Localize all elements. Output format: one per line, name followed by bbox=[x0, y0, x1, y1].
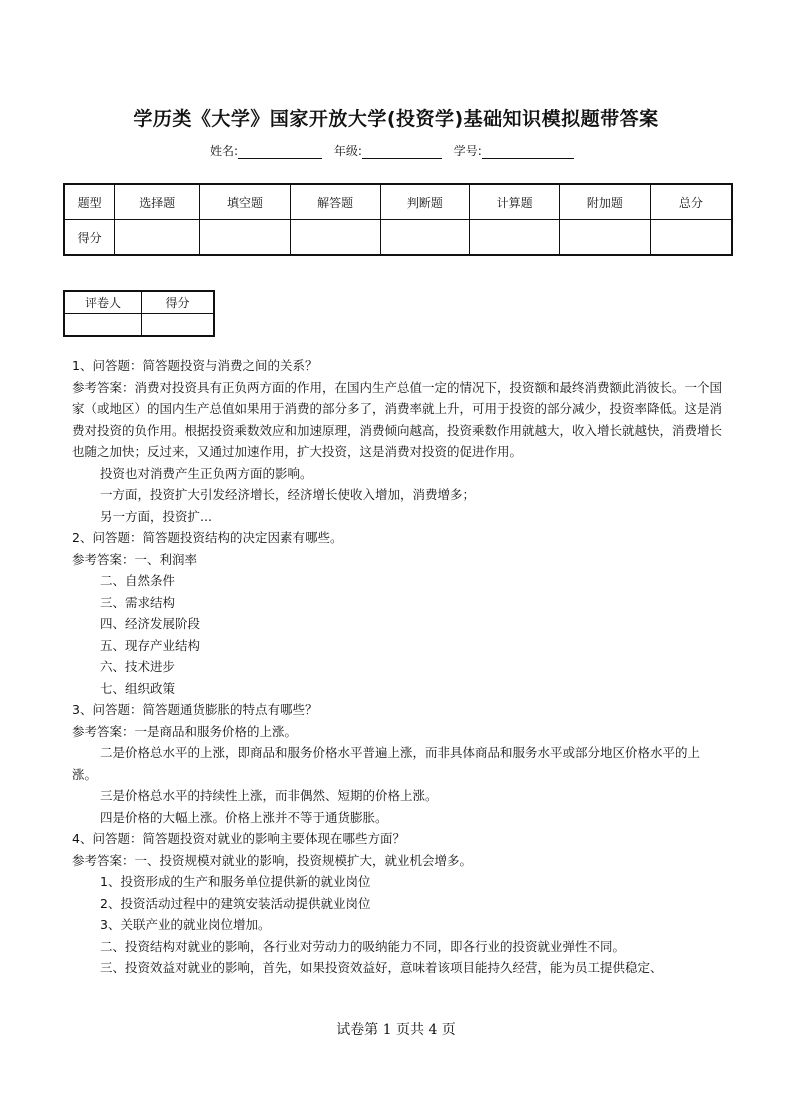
content-paragraph: 五、现存产业结构 bbox=[100, 637, 201, 653]
page-footer: 试卷第 1 页共 4 页 bbox=[336, 1022, 456, 1038]
name-label: 姓名: bbox=[210, 144, 239, 158]
content-paragraph: 一方面，投资扩大引发经济增长，经济增长使收入增加，消费增多； bbox=[100, 487, 476, 502]
score-header-cell: 选择题 bbox=[115, 184, 200, 220]
score-header-cell: 判断题 bbox=[380, 184, 470, 220]
grader-header-row bbox=[64, 291, 214, 314]
score-cell bbox=[200, 220, 291, 256]
content-paragraph: 参考答案：消费对投资具有正负两方面的作用，在国内生产总值一定的情况下，投资额和最终消费额此消彼长。一个国家（或地区）的国内生产总值如果用于消费的部分多了，消费率就上升，可用于投资的部分减少，投资率降低。这是消费对投资的负作用。根据投资乘数效应和加速原理，消费倾向越高，投资乘数作用就越大，收入增长就越快，消费增长也随之加快；反过来，又通过加速作用，扩大投资，这是消费对投资的促进作用。 bbox=[72, 379, 723, 459]
grader-cell bbox=[64, 314, 142, 337]
content-paragraph: 3、问答题：简答题通货膨胀的特点有哪些？ bbox=[72, 702, 318, 717]
content-paragraph: 二、投资结构对就业的影响，各行业对劳动力的吸纳能力不同，即各行业的投资就业弹性不同。 bbox=[100, 938, 626, 954]
score-table-header-row bbox=[64, 184, 732, 220]
score-cell bbox=[559, 220, 650, 256]
score-table-score-row bbox=[64, 220, 732, 256]
content-paragraph: 投资也对消费产生正负两方面的影响。 bbox=[100, 465, 313, 481]
score-header-cell: 解答题 bbox=[290, 184, 380, 220]
content-paragraph: 2、问答题：简答题投资结构的决定因素有哪些。 bbox=[72, 530, 343, 545]
student-id-label: 学号: bbox=[453, 144, 482, 158]
content-paragraph: 六、技术进步 bbox=[100, 659, 176, 674]
content-paragraph: 二、自然条件 bbox=[100, 573, 176, 588]
content-paragraph: 4、问答题：简答题投资对就业的影响主要体现在哪些方面？ bbox=[72, 831, 405, 846]
score-cell bbox=[470, 220, 560, 256]
content-paragraph: 四、经济发展阶段 bbox=[100, 616, 201, 631]
content-paragraph: 二是价格总水平的上涨，即商品和服务价格水平普遍上涨，而非具体商品和服务水平或部分地区价格水平的上涨。 bbox=[72, 745, 701, 782]
grader-header-cell: 评卷人 bbox=[64, 291, 142, 314]
page-title: 学历类《大学》国家开放大学(投资学)基础知识模拟题带答案 bbox=[133, 108, 659, 130]
content-paragraph: 参考答案：一、投资规模对就业的影响，投资规模扩大，就业机会增多。 bbox=[72, 852, 473, 868]
score-cell bbox=[115, 220, 200, 256]
score-header-cell: 题型 bbox=[64, 184, 115, 220]
score-header-cell: 填空题 bbox=[200, 184, 291, 220]
content-paragraph: 七、组织政策 bbox=[100, 680, 176, 696]
score-cell bbox=[380, 220, 470, 256]
student-info-line bbox=[210, 142, 582, 159]
content-paragraph: 参考答案：一、利润率 bbox=[72, 551, 198, 567]
grade-label: 年级: bbox=[333, 144, 362, 158]
name-blank bbox=[238, 145, 322, 159]
grader-blank-row bbox=[64, 314, 214, 337]
grader-header-cell: 得分 bbox=[142, 291, 215, 314]
content-paragraph: 1、投资形成的生产和服务单位提供新的就业岗位 bbox=[100, 874, 371, 889]
score-header-cell: 计算题 bbox=[470, 184, 560, 220]
grade-blank bbox=[362, 145, 442, 159]
content-paragraph: 三是价格总水平的持续性上涨，而非偶然、短期的价格上涨。 bbox=[100, 788, 438, 803]
score-header-cell: 总分 bbox=[650, 184, 732, 220]
grader-cell bbox=[142, 314, 215, 337]
content-paragraph: 三、投资效益对就业的影响，首先，如果投资效益好，意味着该项目能持久经营，能为员工提供稳定、 bbox=[100, 960, 663, 975]
content-paragraph: 另一方面，投资扩... bbox=[100, 508, 212, 524]
questions-body bbox=[72, 355, 722, 979]
grader-table bbox=[63, 290, 215, 337]
score-cell bbox=[650, 220, 732, 256]
student-id-blank bbox=[482, 145, 574, 159]
content-paragraph: 3、关联产业的就业岗位增加。 bbox=[100, 917, 271, 932]
content-paragraph: 四是价格的大幅上涨。价格上涨并不等于通货膨胀。 bbox=[100, 809, 388, 825]
content-paragraph: 参考答案：一是商品和服务价格的上涨。 bbox=[72, 723, 298, 739]
score-cell bbox=[290, 220, 380, 256]
score-table bbox=[63, 183, 733, 256]
content-paragraph: 三、需求结构 bbox=[100, 594, 176, 610]
score-header-cell: 附加题 bbox=[559, 184, 650, 220]
score-row-label: 得分 bbox=[64, 220, 115, 256]
content-paragraph: 2、投资活动过程中的建筑安装活动提供就业岗位 bbox=[100, 895, 371, 911]
content-paragraph: 1、问答题：简答题投资与消费之间的关系？ bbox=[72, 358, 318, 373]
